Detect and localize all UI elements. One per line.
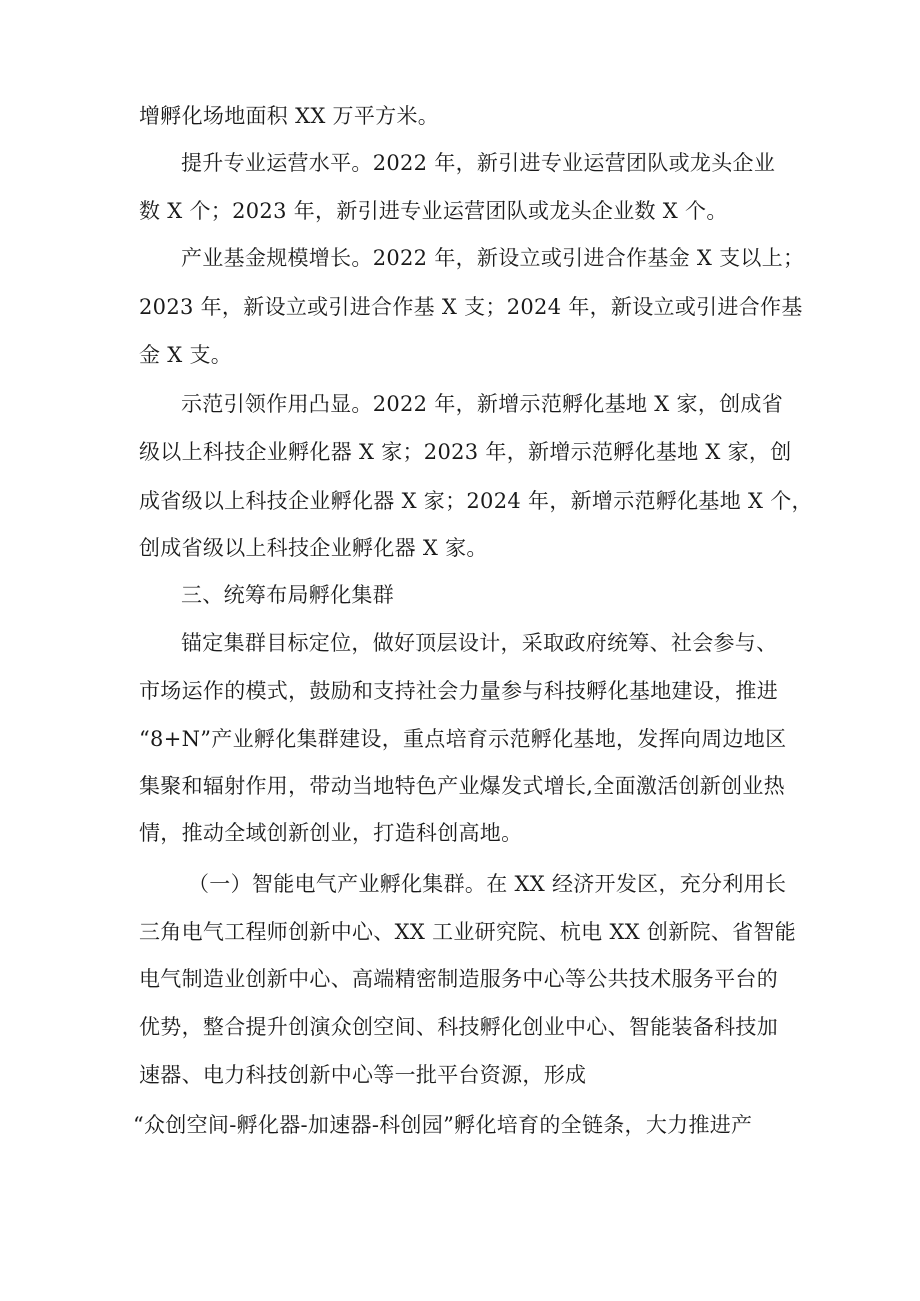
- text-line: 优势，整合提升创演众创空间、科技孵化创业中心、智能装备科技加: [139, 1015, 778, 1039]
- text-line: 集聚和辐射作用，带动当地特色产业爆发式增长,全面激活创新创业热: [139, 774, 785, 798]
- text-line: 数 X 个；2023 年，新引进专业运营团队或龙头企业数 X 个。: [139, 199, 728, 223]
- text-line: 情，推动全域创新创业，打造科创高地。: [139, 821, 523, 845]
- text-line: “众创空间-孵化器-加速器-科创园”孵化培育的全链条，大力推进产: [133, 1113, 753, 1137]
- paragraph-start: 产业基金规模增长。2022 年，新设立或引进合作基金 X 支以上；: [181, 246, 805, 270]
- text-line: 级以上科技企业孵化器 X 家；2023 年，新增示范孵化基地 X 家，创: [139, 440, 792, 464]
- subsection-heading: （一）智能电气产业孵化集群。在 XX 经济开发区，充分利用长: [188, 872, 787, 896]
- text-line: 2023 年，新设立或引进合作基 X 支；2024 年，新设立或引进合作基: [139, 295, 803, 319]
- text-line: 成省级以上科技企业孵化器 X 家；2024 年，新增示范孵化基地 X 个，: [139, 489, 813, 513]
- text-line: 创成省级以上科技企业孵化器 X 家。: [139, 536, 488, 560]
- section-heading: 三、统筹布局孵化集群: [181, 583, 394, 607]
- text-line: 金 X 支。: [139, 343, 233, 367]
- text-line: 电气制造业创新中心、高端精密制造服务中心等公共技术服务平台的: [139, 967, 778, 991]
- text-line: “8+N”产业孵化集群建设，重点培育示范孵化基地，发挥向周边地区: [139, 727, 787, 751]
- paragraph-start: 提升专业运营水平。2022 年，新引进专业运营团队或龙头企业: [181, 151, 776, 175]
- text-line: 增孵化场地面积 XX 万平方米。: [139, 104, 440, 128]
- text-line: 速器、电力科技创新中心等一批平台资源，形成: [139, 1063, 587, 1087]
- paragraph-start: 示范引领作用凸显。2022 年，新增示范孵化基地 X 家，创成省: [181, 392, 784, 416]
- text-line: 三角电气工程师创新中心、XX 工业研究院、杭电 XX 创新院、省智能: [139, 920, 797, 944]
- text-line: 市场运作的模式，鼓励和支持社会力量参与科技孵化基地建设，推进: [139, 679, 778, 703]
- paragraph-start: 锚定集群目标定位，做好顶层设计，采取政府统筹、社会参与、: [181, 631, 778, 655]
